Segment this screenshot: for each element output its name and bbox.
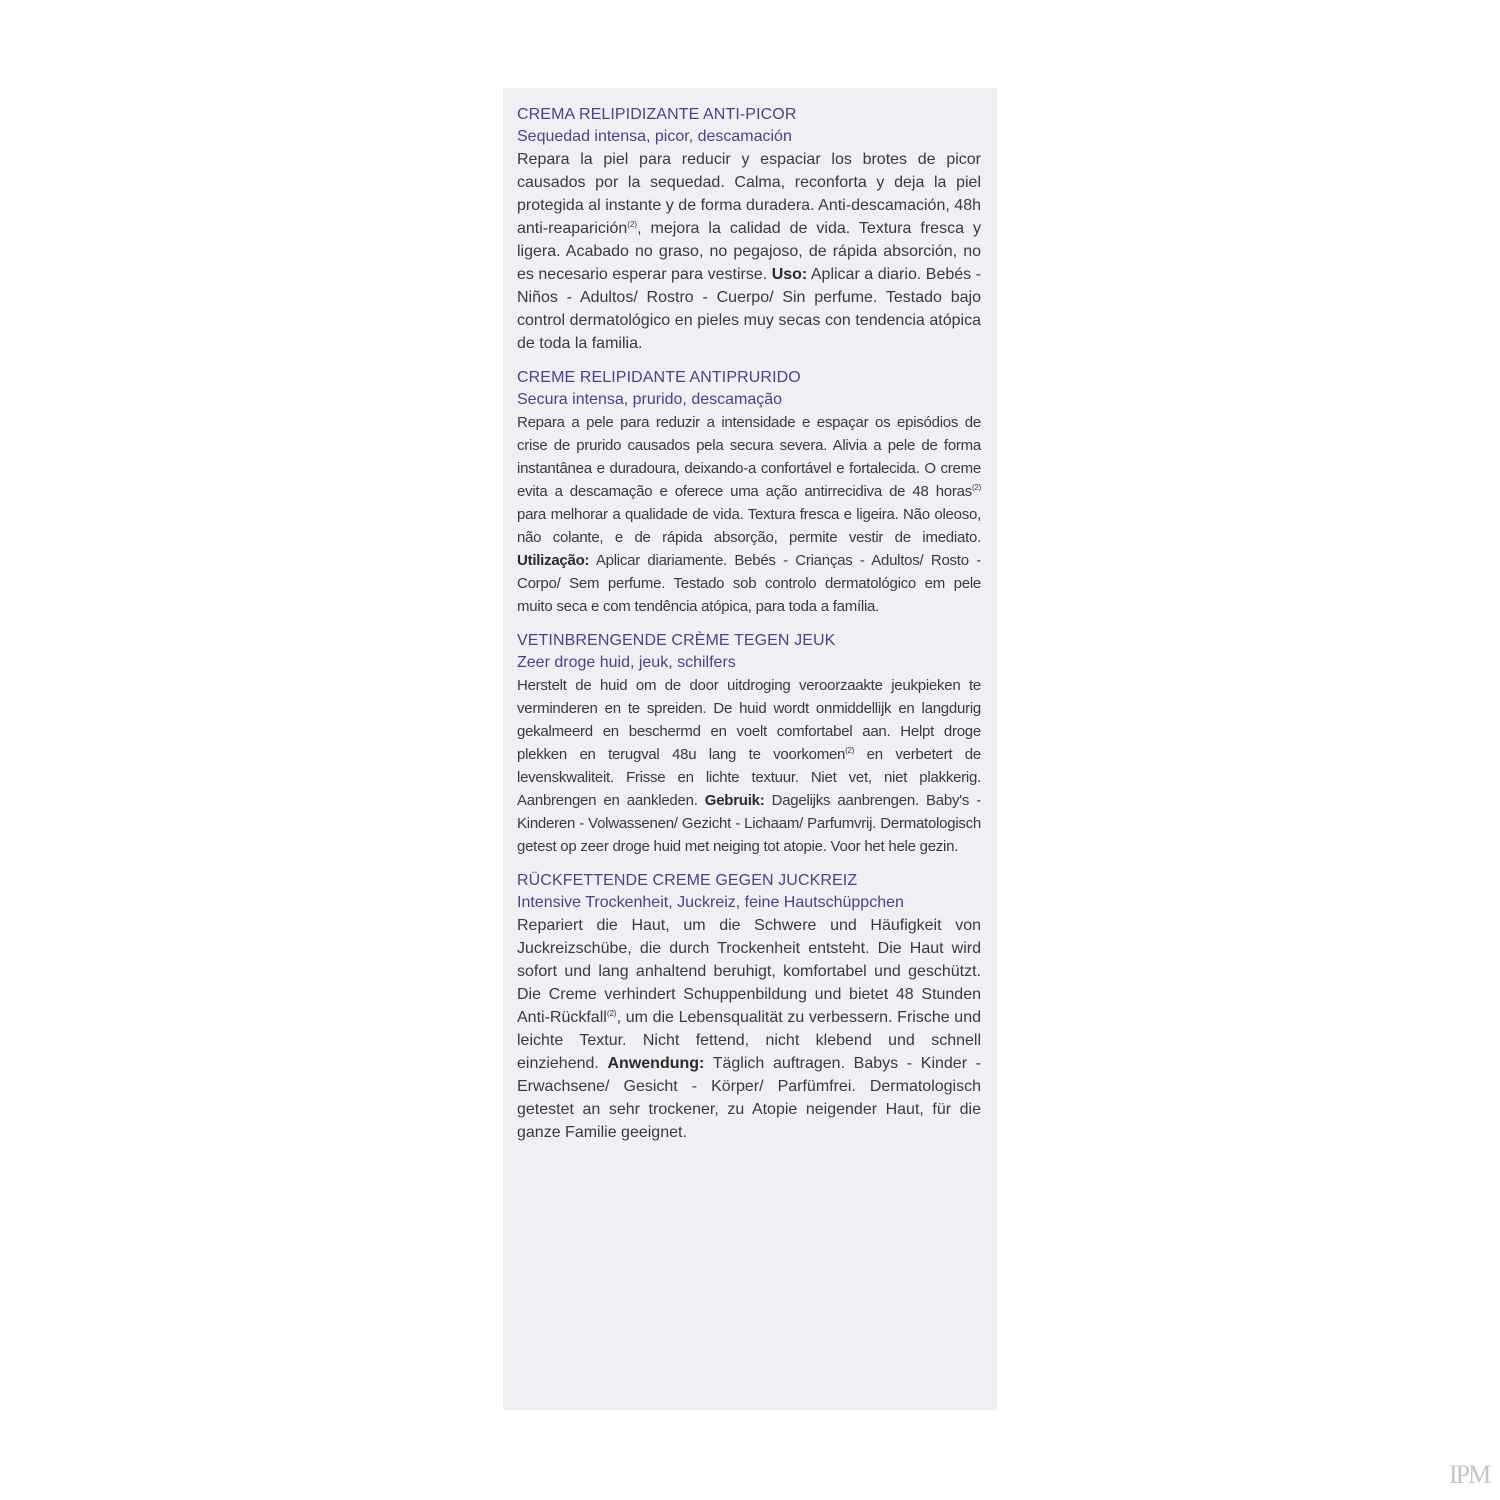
body-text: Herstelt de huid om de door uitdroging veroorzaakte jeukpieken te verminderen en te spreiden. De huid wordt onmiddellijk en langdurig gekalmeerd en beschermd en voelt comfortabel aan. Helpt droge plekken en terugval 48u lang te voorkomen — [517, 677, 981, 763]
usage-label: Anwendung: — [607, 1055, 705, 1072]
section-subtitle: Intensive Trockenheit, Juckreiz, feine Hautschüppchen — [517, 894, 904, 911]
body-text: Aplicar a diario. Bebés - Niños - Adultos/ Rostro - Cuerpo/ Sin perfume. Testado bajo control dermatológico en pieles muy secas con tendencia atópica de toda la familia. — [517, 266, 982, 352]
body-text: en verbetert de levenskwaliteit. Frisse en lichte textuur. Niet vet, niet plakkerig. Aanbrengen en aankleden. — [517, 746, 981, 809]
section-dutch — [517, 630, 981, 858]
body-text: Repariert die Haut, um die Schwere und Häufigkeit von Juckreizschübe, die durch Trockenheit entsteht. Die Haut wird sofort und lang anhaltend beruhigt, komfortabel und geschützt. Die Creme verhindert Schuppenbildung und bietet 48 Stunden Anti-Rückfall — [517, 917, 981, 1026]
product-label-panel — [503, 88, 997, 1410]
ipm-watermark-logo: IPM — [1449, 1460, 1490, 1489]
usage-label: Gebruik: — [704, 792, 765, 809]
section-title: CREMA RELIPIDIZANTE ANTI-PICOR — [517, 106, 797, 123]
section-spanish — [517, 104, 981, 355]
body-text: , mejora la calidad de vida. Textura fresca y ligera. Acabado no graso, no pegajoso, de rápida absorción, no es necesario esperar para vestirse. — [517, 220, 981, 283]
section-body — [517, 148, 981, 355]
body-text: Täglich auftragen. Babys - Kinder - Erwachsene/ Gesicht - Körper/ Parfümfrei. Dermatologisch getestet an sehr trockener, zu Atopie neigender Haut, für die ganze Familie geeignet. — [517, 1055, 981, 1141]
section-title: RÜCKFETTENDE CREME GEGEN JUCKREIZ — [517, 872, 858, 889]
body-text: Dagelijks aanbrengen. Baby's - Kinderen - Volwassenen/ Gezicht - Lichaam/ Parfumvrij. Dermatologisch getest op zeer droge huid met neiging tot atopie. Voor het hele gezin. — [517, 792, 981, 855]
body-text: Aplicar diariamente. Bebés - Crianças - Adultos/ Rosto - Corpo/ Sem perfume. Testado sob controlo dermatológico em pele muito seca e com tendência atópica, para toda a família. — [517, 552, 981, 615]
section-title: CREME RELIPIDANTE ANTIPRURIDO — [517, 369, 801, 386]
section-body — [517, 411, 981, 618]
body-text: para melhorar a qualidade de vida. Textura fresca e ligeira. Não oleoso, não colante, e de rápida absorção, permite vestir de imediato. — [517, 506, 981, 546]
section-body — [517, 674, 981, 858]
section-subtitle: Zeer droge huid, jeuk, schilfers — [517, 654, 736, 671]
section-portuguese — [517, 367, 981, 618]
body-text: Repara a pele para reduzir a intensidade e espaçar os episódios de crise de prurido causados pela secura severa. Alivia a pele de forma instantânea e duradoura, deixando-a confortável e fortalecida. O creme evita a descamação e oferece uma ação antirrecidiva de 48 horas — [517, 414, 981, 500]
body-text: Repara la piel para reducir y espaciar los brotes de picor causados por la sequedad. Calma, reconforta y deja la piel protegida al instante y de forma duradera. Anti-descamación, 48h anti-reaparición — [517, 151, 981, 237]
section-body — [517, 914, 981, 1144]
footnote-ref: (2) — [606, 1009, 617, 1018]
section-subtitle: Sequedad intensa, picor, descamación — [517, 128, 792, 145]
usage-label: Utilização: — [517, 552, 590, 569]
footnote-ref: (2) — [627, 220, 638, 229]
usage-label: Uso: — [771, 266, 808, 283]
section-german — [517, 870, 981, 1144]
footnote-ref: (2) — [971, 483, 981, 492]
body-text: , um die Lebensqualität zu verbessern. Frische und leichte Textur. Nicht fettend, nicht klebend und schnell einziehend. — [517, 1009, 981, 1072]
section-title: VETINBRENGENDE CRÈME TEGEN JEUK — [517, 632, 836, 649]
footnote-ref: (2) — [845, 746, 855, 755]
section-subtitle: Secura intensa, prurido, descamação — [517, 391, 783, 408]
